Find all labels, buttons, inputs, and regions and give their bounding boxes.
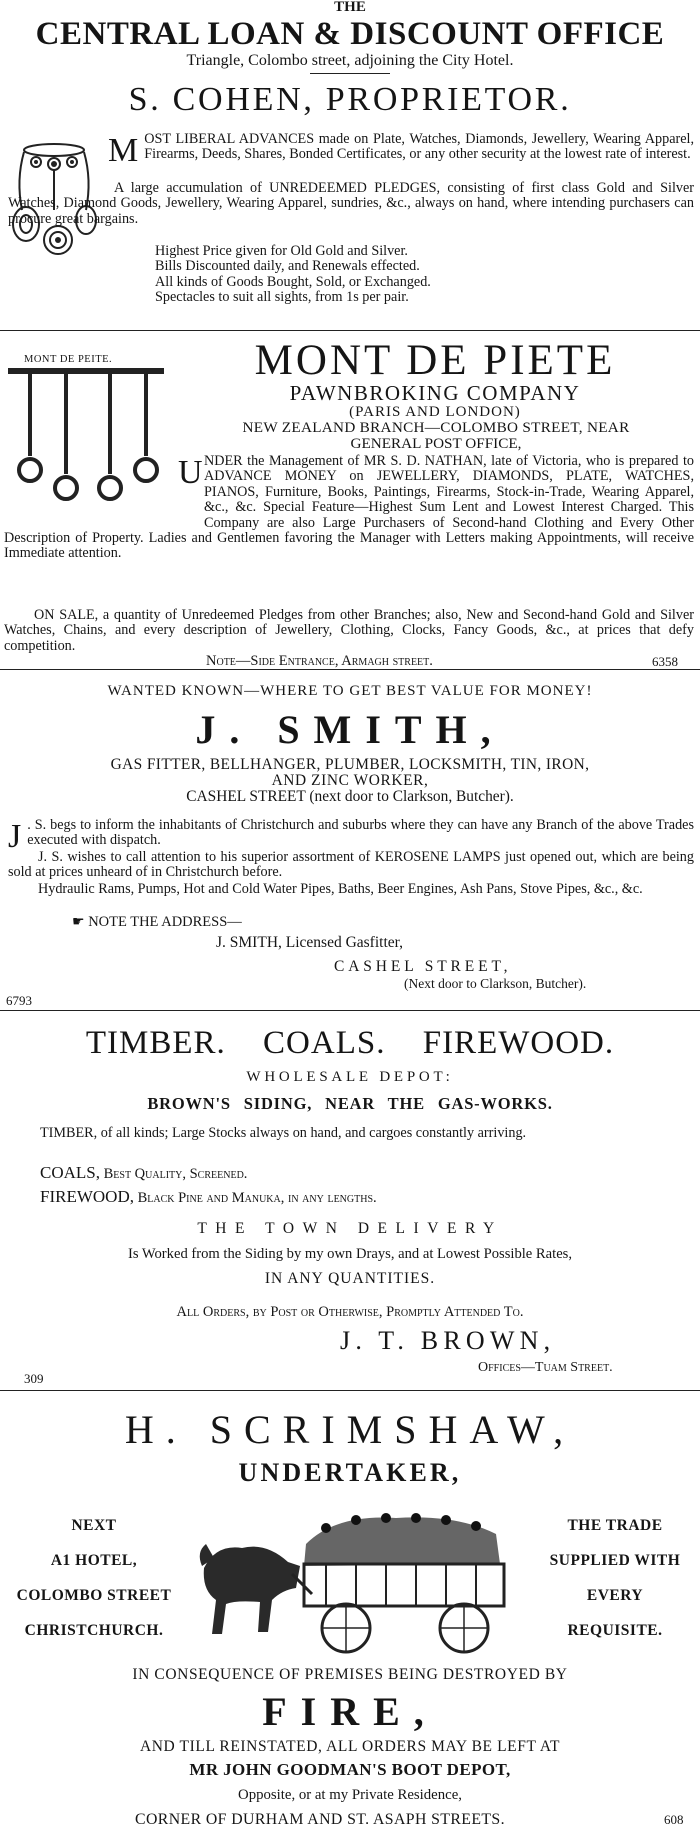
coals-line [40, 1164, 247, 1183]
kerosene-paragraph: J. S. wishes to call attention to his superior assortment of KEROSENE LAMPS just opened out, which are being sold at prices unheard of in Christchurch before. [8, 849, 694, 881]
sign-label: MONT DE PEITE. [24, 354, 113, 365]
firewood-text: Black Pine and Manuka, in any lengths. [137, 1190, 377, 1206]
smith-text [8, 817, 694, 855]
location-line: Triangle, Colombo street, adjoining the City Hotel. [186, 52, 514, 69]
highest-price-line: Highest Price given for Old Gold and Silver. [155, 243, 408, 259]
till-reinstated-line: AND TILL REINSTATED, ALL ORDERS MAY BE LEFT AT [139, 1738, 561, 1755]
any-quantities: IN ANY QUANTITIES. [264, 1270, 436, 1287]
jt-brown-name: J. T. BROWN, [340, 1326, 556, 1355]
note-address-line [72, 914, 242, 931]
worked-line: Is Worked from the Siding by my own Drays, and at Lowest Possible Rates, [127, 1246, 573, 1262]
timber-paragraph: TIMBER, of all kinds; Large Stocks always on hand, and cargoes constantly arriving. [40, 1125, 527, 1141]
cashel-street-address: CASHEL STREET, [334, 958, 512, 975]
coals-text: Best Quality, Screened. [103, 1166, 248, 1182]
every-line: EVERY [586, 1587, 644, 1604]
corner-streets-line: CORNER OF DURHAM AND ST. ASAPH STREETS. [135, 1811, 505, 1828]
note-address: NOTE THE ADDRESS— [88, 914, 242, 930]
undertaker-title: UNDERTAKER, [238, 1458, 462, 1487]
wanted-known: WANTED KNOWN—WHERE TO GET BEST VALUE FOR MONEY! [107, 683, 593, 699]
branch-line: NEW ZEALAND BRANCH—COLOMBO STREET, NEAR [242, 419, 630, 436]
firewood-line [40, 1188, 377, 1207]
divider-3 [0, 1010, 700, 1011]
town-delivery: THE TOWN DELIVERY [197, 1220, 503, 1237]
divider-4 [0, 1390, 700, 1391]
left-address-block [0, 1508, 188, 1648]
dropcap-u: U [178, 454, 203, 491]
nathan-text-wrap [4, 454, 694, 606]
browns-siding: BROWN'S SIDING, NEAR THE GAS-WORKS. [147, 1094, 553, 1113]
offices-tuam: Offices—Tuam Street. [478, 1360, 613, 1375]
dropcap-m: M [108, 132, 139, 169]
post-office-line: GENERAL POST OFFICE, [350, 435, 522, 452]
wholesale-depot: WHOLESALE DEPOT: [246, 1069, 454, 1085]
hydraulic-paragraph: Hydraulic Rams, Pumps, Hot and Cold Water Pipes, Baths, Beer Engines, Ash Pans, Stove Pipes, &c., &c. [38, 881, 643, 897]
pointing-hand-icon: ☛ [72, 915, 85, 930]
central-loan-title: CENTRAL LOAN & DISCOUNT OFFICE [35, 16, 665, 52]
hearse-illustration-icon [196, 1504, 526, 1656]
zinc-worker-line: AND ZINC WORKER, [271, 772, 429, 789]
ad-number-608: 608 [664, 1812, 684, 1827]
ad-number-6793: 6793 [6, 993, 32, 1008]
ad-number-6358: 6358 [652, 654, 678, 669]
next-line: NEXT [71, 1517, 117, 1534]
licensed-gasfitter: J. SMITH, Licensed Gasfitter, [216, 934, 404, 951]
proprietor-line: S. COHEN, PROPRIETOR. [128, 81, 572, 118]
orders-line: All Orders, by Post or Otherwise, Promptly Attended To. [176, 1304, 524, 1320]
central-loan-list [155, 244, 695, 306]
requisite-line: REQUISITE. [567, 1622, 663, 1639]
a1-hotel-line: A1 HOTEL, [50, 1552, 138, 1569]
cashel-street-line: CASHEL STREET (next door to Clarkson, Butcher). [186, 788, 514, 805]
the-heading: THE [334, 0, 366, 15]
mont-de-piete-title: MONT DE PIETE [254, 337, 616, 384]
timber-coals-ad [0, 1014, 700, 1390]
coals-label: COALS, [40, 1163, 100, 1182]
supplied-with-line: SUPPLIED WITH [549, 1552, 681, 1569]
liberal-advances-paragraph: OST LIBERAL ADVANCES made on Plate, Watches, Diamonds, Jewellery, Wearing Apparel, Firearms, Deeds, Shares, Bonded Certificates, or any other security at the lowest rate of interest. [144, 131, 694, 163]
the-trade-line: THE TRADE [567, 1517, 663, 1534]
divider-2 [0, 669, 700, 670]
trades-line: GAS FITTER, BELLHANGER, PLUMBER, LOCKSMITH, TIN, IRON, [110, 756, 590, 773]
goodman-depot-line: MR JOHN GOODMAN'S BOOT DEPOT, [189, 1760, 511, 1779]
pawnbroking-company: PAWNBROKING COMPANY [289, 381, 581, 405]
nathan-paragraph: NDER the Management of MR S. D. NATHAN, late of Victoria, who is prepared to ADVANCE MONEY on JEWELLERY, DIAMONDS, PLATE, WATCHES, PIANOS, Furniture, Books, Paintings, Firearms, Stock-in-Trade, Wearing Apparel, &c., &c. Special Feature—Highest Sum Lent and Lowest Interest Charged. This Company are also Large Purchasers of Second-hand Clothing and Every Other Description of Property. Ladies and Gentlemen favoring the Manager with Letters making Appointments, will receive Immediate attention. [4, 454, 694, 562]
scrimshaw-name: H. SCRIMSHAW, [124, 1407, 576, 1452]
colombo-street-line: COLOMBO STREET [16, 1587, 172, 1604]
ad-number-309: 309 [24, 1371, 44, 1386]
short-rule [310, 73, 390, 74]
fire-heading: FIRE, [262, 1689, 438, 1734]
central-loan-ad [0, 0, 700, 328]
j-smith-name: J. SMITH, [195, 707, 505, 752]
spectacles-line: Spectacles to suit all sights, from 1s per pair. [155, 289, 409, 306]
unredeemed-pledges-paragraph: A large accumulation of UNREDEEMED PLEDGES, consisting of first class Gold and Silver Watches, Diamond Goods, Jewellery, Wearing Apparel, sundries, &c., always on hand, where intending purchasers can procure great bargains. [8, 180, 694, 227]
divider-1 [0, 330, 700, 331]
central-loan-text [108, 131, 694, 169]
j-smith-ad [0, 672, 700, 1010]
on-sale-paragraph: ON SALE, a quantity of Unredeemed Pledges from other Branches; also, New and Second-hand Gold and Silver Watches, Chains, and every description of Jewellery, Clothing, Clocks, Fancy Goods, &c., at prices that defy competition. [4, 607, 694, 654]
firewood-label: FIREWOOD, [40, 1187, 134, 1206]
consequence-line: IN CONSEQUENCE OF PREMISES BEING DESTROYED BY [132, 1666, 568, 1683]
timber-coals-title: TIMBER. COALS. FIREWOOD. [85, 1025, 615, 1061]
side-entrance-note: Note—Side Entrance, Armagh street. [206, 653, 433, 669]
scrimshaw-ad [0, 1394, 700, 1835]
next-door-clarkson: (Next door to Clarkson, Butcher). [404, 976, 587, 991]
right-trade-block [530, 1508, 700, 1648]
christchurch-line: CHRISTCHURCH. [24, 1622, 164, 1639]
dropcap-j: J [8, 818, 22, 855]
goods-bought-line: All kinds of Goods Bought, Sold, or Exchanged. [155, 273, 431, 290]
paris-london: (PARIS AND LONDON) [349, 404, 521, 420]
opposite-line: Opposite, or at my Private Residence, [238, 1787, 462, 1803]
inform-paragraph: . S. begs to inform the inhabitants of Christchurch and suburbs where they can have any Branch of the above Trades executed with dispatch. [27, 817, 694, 849]
mont-de-piete-ad [0, 332, 700, 668]
bills-discounted-line: Bills Discounted daily, and Renewals effected. [155, 258, 420, 275]
